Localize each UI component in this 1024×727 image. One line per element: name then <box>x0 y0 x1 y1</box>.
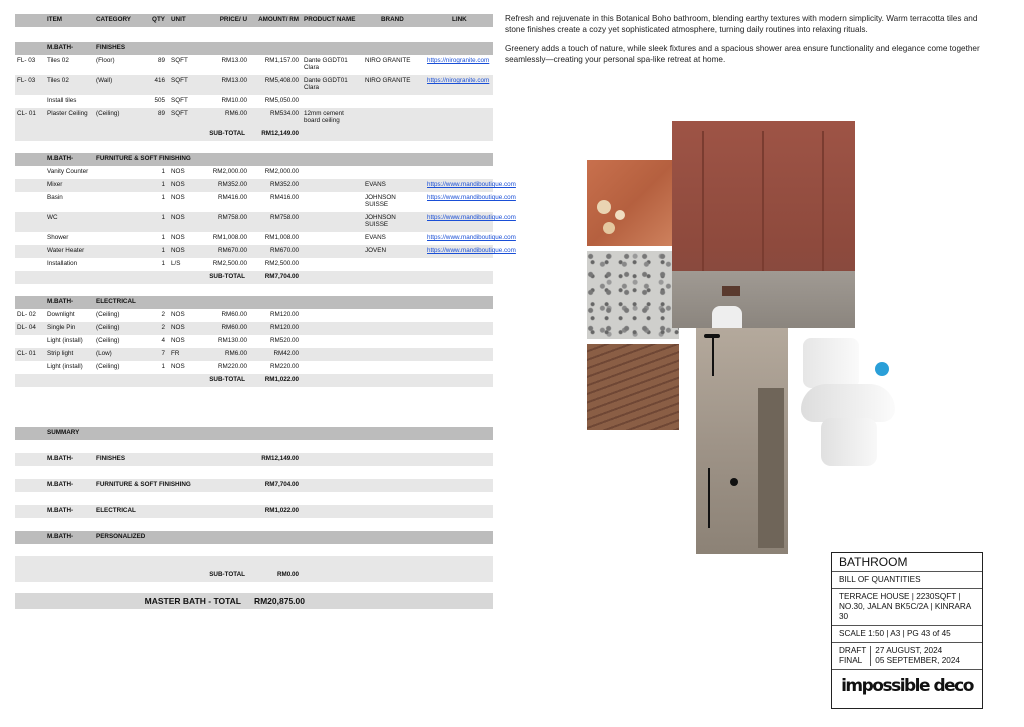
cell-amt: RM758.00 <box>269 214 299 221</box>
table-row <box>15 75 493 95</box>
cell-cat: (Ceiling) <box>96 363 120 370</box>
scale-info: SCALE 1:50 | A3 | PG 43 of 45 <box>832 626 982 643</box>
description-paragraph-1: Refresh and rejuvenate in this Botanical Boho bathroom, blending earthy textures with modern simplicity. Warm terracotta tiles and stone finishes create a cozy yet sophisticated atmosphere, turning daily routines into relaxing rituals. <box>505 14 978 34</box>
wood-decking-image <box>587 344 679 430</box>
cell-amt: RM120.00 <box>269 311 299 318</box>
cell-unit: NOS <box>171 247 185 254</box>
cell-cat: (Ceiling) <box>96 337 120 344</box>
cell-price: RM2,500.00 <box>212 260 247 267</box>
cell-amt: RM5,408.00 <box>264 77 299 84</box>
cell-link[interactable]: https://nirogranite.com <box>427 77 490 84</box>
section-header <box>15 153 493 166</box>
cell-unit: SQFT <box>171 110 188 117</box>
cell-unit: SQFT <box>171 57 188 64</box>
cell-price: RM6.00 <box>224 350 247 357</box>
room-title: BATHROOM <box>832 553 982 572</box>
section-name: FURNITURE & SOFT FINISHING <box>96 155 191 162</box>
cell-cat: (Wall) <box>96 77 113 84</box>
cell-amt: RM220.00 <box>269 363 299 370</box>
spacer <box>15 492 493 505</box>
cell-qty: 505 <box>154 97 165 104</box>
grand-total-label: MASTER BATH - TOTAL <box>144 596 241 606</box>
subtotal-row <box>15 374 493 387</box>
column-header: ITEM <box>47 16 63 23</box>
subtotal-row <box>15 128 493 141</box>
final-date: 05 SEPTEMBER, 2024 <box>875 656 960 665</box>
cell-link[interactable]: https://www.mandiboutique.com <box>427 194 516 201</box>
section-prefix: M.BATH- <box>47 155 74 162</box>
cell-amt: RM1,157.00 <box>264 57 299 64</box>
cell-code: DL- 02 <box>17 311 36 318</box>
document-type: BILL OF QUANTITIES <box>832 572 982 589</box>
summary-name: FINISHES <box>96 455 126 462</box>
cell-qty: 1 <box>161 260 165 267</box>
cell-qty: 7 <box>161 350 165 357</box>
cell-item: Strip light <box>47 350 74 357</box>
cell-brand: JOHNSON SUISSE <box>365 194 396 208</box>
cell-unit: NOS <box>171 337 185 344</box>
spacer <box>15 544 493 556</box>
cell-brand: EVANS <box>365 234 386 241</box>
cell-qty: 1 <box>161 181 165 188</box>
subtotal-value: RM0.00 <box>276 571 299 578</box>
cell-item: Downlight <box>47 311 75 318</box>
cell-amt: RM520.00 <box>269 337 299 344</box>
spacer <box>15 387 493 427</box>
column-header: QTY <box>152 16 165 23</box>
summary-prefix: M.BATH- <box>47 481 74 488</box>
subtotal-row <box>15 271 493 284</box>
column-header: PRODUCT NAME <box>304 16 356 23</box>
subtotal-value: RM1,022.00 <box>264 376 299 383</box>
boq-table <box>15 14 516 609</box>
cell-cat: (Low) <box>96 350 112 357</box>
cell-item: Single Pin <box>47 324 76 331</box>
cell-qty: 89 <box>157 57 165 64</box>
summary-amount: RM1,022.00 <box>264 507 299 514</box>
section-header <box>15 42 493 55</box>
cell-prod: Dante GGDT01 Clara <box>304 57 348 71</box>
cell-price: RM60.00 <box>221 311 247 318</box>
cell-unit: NOS <box>171 363 185 370</box>
summary-prefix: M.BATH- <box>47 455 74 462</box>
cell-qty: 1 <box>161 194 165 201</box>
table-row <box>15 335 493 348</box>
cell-qty: 2 <box>161 311 165 318</box>
final-label: FINAL <box>839 656 863 665</box>
subtotal-label: SUB-TOTAL <box>209 130 245 137</box>
cell-amt: RM42.00 <box>273 350 299 357</box>
summary-title: SUMMARY <box>47 429 80 436</box>
summary-amount: RM12,149.00 <box>261 455 299 462</box>
spacer <box>15 440 493 453</box>
cell-qty: 1 <box>161 247 165 254</box>
section-name: FINISHES <box>96 44 126 51</box>
subtotal-label: SUB-TOTAL <box>209 571 245 578</box>
spacer <box>15 284 493 296</box>
column-header: AMOUNT/ RM <box>258 16 299 23</box>
grand-total-row <box>15 593 493 609</box>
summary-name: FURNITURE & SOFT FINISHING <box>96 481 191 488</box>
bathroom-render-image <box>672 121 855 328</box>
cell-qty: 1 <box>161 234 165 241</box>
cell-price: RM352.00 <box>217 181 247 188</box>
cell-qty: 1 <box>161 363 165 370</box>
cell-price: RM60.00 <box>221 324 247 331</box>
summary-name: ELECTRICAL <box>96 507 136 514</box>
cell-unit: NOS <box>171 194 185 201</box>
column-header: LINK <box>452 16 467 23</box>
cell-brand: NIRO GRANITE <box>365 57 411 64</box>
cell-cat: (Ceiling) <box>96 324 120 331</box>
draft-date: 27 AUGUST, 2024 <box>875 646 943 655</box>
cell-qty: 2 <box>161 324 165 331</box>
cell-code: FL- 03 <box>17 57 36 64</box>
summary-prefix: M.BATH- <box>47 507 74 514</box>
cell-item: Basin <box>47 194 63 201</box>
blank-row <box>15 556 493 569</box>
cell-unit: NOS <box>171 181 185 188</box>
table-row <box>15 309 493 322</box>
cell-amt: RM2,000.00 <box>264 168 299 175</box>
summary-subtotal-row <box>15 569 493 582</box>
cell-amt: RM416.00 <box>269 194 299 201</box>
summary-line <box>15 531 493 544</box>
spacer <box>15 466 493 479</box>
cell-price: RM1,008.00 <box>212 234 247 241</box>
cell-item: Tiles 02 <box>47 57 69 64</box>
wc-toilet-image <box>797 336 897 470</box>
cell-price: RM13.00 <box>221 77 247 84</box>
section-header <box>15 296 493 309</box>
column-header: PRICE/ U <box>219 16 247 23</box>
cell-unit: NOS <box>171 324 185 331</box>
cell-price: RM6.00 <box>224 110 247 117</box>
cell-price: RM416.00 <box>217 194 247 201</box>
title-block <box>831 552 983 709</box>
dates <box>832 643 982 670</box>
cell-brand: JOVEN <box>365 247 386 254</box>
table-row <box>15 348 493 361</box>
cell-code: CL- 01 <box>17 110 36 117</box>
cell-link[interactable]: https://www.mandiboutique.com <box>427 247 516 254</box>
table-row <box>15 108 493 128</box>
cell-link[interactable]: https://www.mandiboutique.com <box>427 214 516 221</box>
cell-cat: (Ceiling) <box>96 311 120 318</box>
summary-prefix: M.BATH- <box>47 533 74 540</box>
cell-item: Shower <box>47 234 69 241</box>
cell-item: Water Heater <box>47 247 85 254</box>
cell-price: RM2,000.00 <box>212 168 247 175</box>
cell-item: Installation <box>47 260 78 267</box>
cell-qty: 416 <box>154 77 165 84</box>
spacer <box>15 141 493 153</box>
column-header: CATEGORY <box>96 16 131 23</box>
cell-amt: RM2,500.00 <box>264 260 299 267</box>
table-row <box>15 361 493 374</box>
subtotal-label: SUB-TOTAL <box>209 376 245 383</box>
description <box>505 14 981 74</box>
cell-brand: NIRO GRANITE <box>365 77 411 84</box>
subtotal-value: RM12,149.00 <box>261 130 299 137</box>
cell-cat: (Floor) <box>96 57 115 64</box>
cell-brand: JOHNSON SUISSE <box>365 214 396 228</box>
cell-amt: RM670.00 <box>269 247 299 254</box>
cell-amt: RM352.00 <box>269 181 299 188</box>
cell-item: Plaster Ceiling <box>47 110 88 117</box>
table-header <box>15 14 493 27</box>
table-row <box>15 55 493 75</box>
cell-unit: NOS <box>171 311 185 318</box>
cell-item: Light (install) <box>47 337 83 344</box>
cell-brand: EVANS <box>365 181 386 188</box>
summary-line <box>15 453 493 466</box>
cell-item: Tiles 02 <box>47 77 69 84</box>
table-row <box>15 258 493 271</box>
cell-link[interactable]: https://www.mandiboutique.com <box>427 234 516 241</box>
cell-amt: RM120.00 <box>269 324 299 331</box>
table-row <box>15 212 516 232</box>
column-header: BRAND <box>381 16 404 23</box>
table-row <box>15 166 493 179</box>
cell-amt: RM5,050.00 <box>264 97 299 104</box>
section-name: ELECTRICAL <box>96 298 136 305</box>
summary-header <box>15 427 493 440</box>
cell-link[interactable]: https://nirogranite.com <box>427 57 490 64</box>
description-paragraph-2: Greenery adds a touch of nature, while sleek fixtures and a spacious shower area ensure functionality and elegance come together seamlessly—creating your personal spa-like retreat at home. <box>505 44 980 64</box>
cell-code: CL- 01 <box>17 350 36 357</box>
summary-name: PERSONALIZED <box>96 533 146 540</box>
summary-line <box>15 505 493 518</box>
table-row <box>15 179 516 192</box>
cell-qty: 4 <box>161 337 165 344</box>
cell-price: RM130.00 <box>217 337 247 344</box>
table-row <box>15 192 516 212</box>
cell-item: Mixer <box>47 181 63 188</box>
subtotal-value: RM7,704.00 <box>264 273 299 280</box>
terrazzo-stone-image <box>587 251 679 339</box>
cell-price: RM758.00 <box>217 214 247 221</box>
cell-qty: 1 <box>161 214 165 221</box>
column-header: UNIT <box>171 16 186 23</box>
spacer <box>15 582 493 593</box>
cell-qty: 1 <box>161 168 165 175</box>
cell-code: DL- 04 <box>17 324 36 331</box>
cell-prod: 12mm cement board ceiling <box>304 110 344 124</box>
cell-unit: FR <box>171 350 180 357</box>
cell-price: RM10.00 <box>221 97 247 104</box>
cell-price: RM670.00 <box>217 247 247 254</box>
cell-amt: RM534.00 <box>269 110 299 117</box>
cell-link[interactable]: https://www.mandiboutique.com <box>427 181 516 188</box>
cell-item: Install tiles <box>47 97 77 104</box>
cell-unit: L/S <box>171 260 181 267</box>
cell-price: RM220.00 <box>217 363 247 370</box>
cell-cat: (Ceiling) <box>96 110 120 117</box>
draft-label: DRAFT <box>839 646 867 655</box>
section-prefix: M.BATH- <box>47 298 74 305</box>
cell-unit: SQFT <box>171 77 188 84</box>
cell-item: Vanity Counter <box>47 168 89 175</box>
table-row <box>15 322 493 335</box>
spacer <box>15 518 493 531</box>
summary-line <box>15 479 493 492</box>
table-row <box>15 232 516 245</box>
cell-item: WC <box>47 214 58 221</box>
company-logo: impossible deco <box>841 676 973 696</box>
cell-code: FL- 03 <box>17 77 36 84</box>
project-info: TERRACE HOUSE | 2230SQFT | NO.30, JALAN BK5C/2A | KINRARA 30 <box>832 589 982 626</box>
cell-amt: RM1,008.00 <box>264 234 299 241</box>
cell-price: RM13.00 <box>221 57 247 64</box>
cell-item: Light (install) <box>47 363 83 370</box>
grand-total-value: RM20,875.00 <box>253 596 305 606</box>
cell-unit: NOS <box>171 214 185 221</box>
cell-unit: SQFT <box>171 97 188 104</box>
cell-prod: Dante GGDT01 Clara <box>304 77 348 91</box>
cell-unit: NOS <box>171 234 185 241</box>
table-row <box>15 95 493 108</box>
summary-amount: RM7,704.00 <box>264 481 299 488</box>
terracotta-tile-image <box>587 160 679 246</box>
shower-render-image <box>696 328 788 554</box>
subtotal-label: SUB-TOTAL <box>209 273 245 280</box>
table-row <box>15 245 516 258</box>
cell-qty: 89 <box>157 110 165 117</box>
cell-unit: NOS <box>171 168 185 175</box>
section-prefix: M.BATH- <box>47 44 74 51</box>
spacer <box>15 27 493 42</box>
